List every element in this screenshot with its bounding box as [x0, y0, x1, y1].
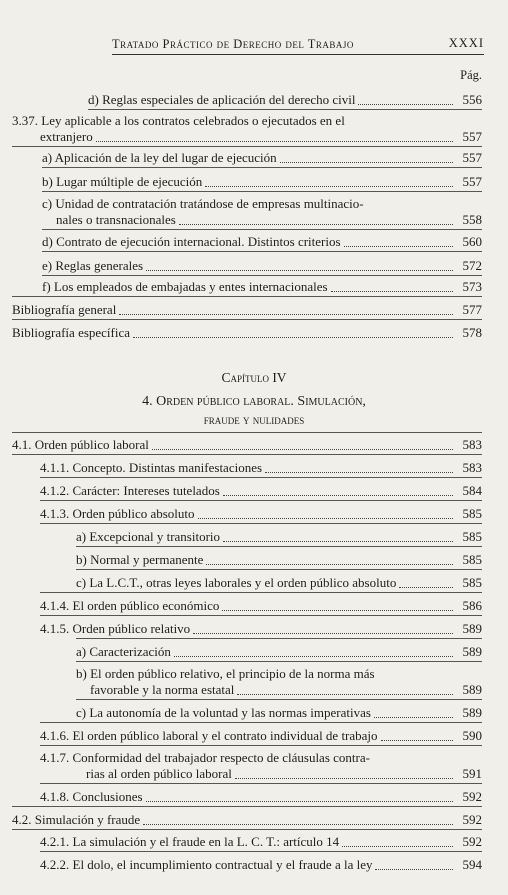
dot-leader: [223, 537, 453, 542]
divider: [40, 477, 482, 478]
toc-entry-text-line1: b) El orden público relativo, el principio de la norma más: [76, 666, 375, 681]
toc-entry: [12, 437, 482, 453]
toc-entry: [40, 598, 482, 614]
toc-entry-text-line1: 4.1.7. Conformidad del trabajador respecto de cláusulas contra-: [40, 750, 370, 765]
dot-leader: [342, 842, 453, 847]
toc-entry-page: 585: [462, 529, 482, 544]
toc-entry-text-line1: 3.37. Ley aplicable a los contratos celebrados o ejecutados en el: [12, 113, 345, 128]
dot-leader: [223, 491, 453, 496]
toc-entry-page: 573: [462, 279, 482, 294]
dot-leader: [206, 560, 453, 565]
toc-entry: [40, 460, 482, 476]
divider: [42, 229, 482, 230]
toc-entry-text: 4.1.5. Orden público relativo: [40, 621, 191, 636]
toc-entry: [40, 506, 482, 522]
divider: [40, 500, 482, 501]
toc-entry-page: 592: [462, 789, 482, 804]
toc-entry-page: 592: [462, 834, 482, 849]
toc-entry-text: 4.2.2. El dolo, el incumplimiento contractual y el fraude a la ley: [40, 857, 373, 872]
divider: [40, 523, 482, 524]
divider: [12, 296, 482, 297]
dot-leader: [198, 514, 453, 519]
toc-entry-page: 590: [462, 728, 482, 743]
toc-entry: [90, 682, 482, 698]
toc-entry-text: d) Reglas especiales de aplicación del derecho civil: [88, 92, 356, 107]
divider: [42, 191, 482, 192]
divider: [12, 454, 482, 455]
dot-leader: [119, 310, 453, 315]
toc-entry-page: 585: [462, 552, 482, 567]
toc-entry: [76, 666, 482, 682]
toc-entry: [42, 150, 482, 166]
toc-entry-page: 557: [462, 129, 482, 144]
toc-entry: [40, 728, 482, 744]
toc-entry-page: 585: [462, 575, 482, 590]
chapter-title-line2: fraude y nulidades: [203, 412, 305, 427]
divider: [76, 661, 482, 662]
divider: [12, 432, 482, 433]
toc-entry-page: 558: [462, 212, 482, 227]
toc-entry-page: 578: [462, 325, 482, 340]
dot-leader: [146, 266, 453, 271]
toc-entry-text: rias al orden público laboral: [86, 766, 232, 781]
toc-entry: [40, 834, 482, 850]
toc-entry-text: Bibliografía general: [12, 302, 117, 317]
divider: [76, 699, 482, 700]
dot-leader: [280, 158, 453, 163]
toc-entry-text-line1: c) Unidad de contratación tratándose de empresas multinacio-: [42, 196, 364, 211]
toc-entry: [40, 129, 482, 145]
toc-entry-text: favorable y la norma estatal: [90, 682, 235, 697]
page-column-label: Pág.: [460, 68, 482, 82]
toc-entry-text: f) Los empleados de embajadas y entes internacionales: [42, 279, 328, 294]
toc-entry: [12, 812, 482, 828]
toc-entry: [40, 750, 482, 766]
toc-entry-page: 577: [462, 302, 482, 317]
toc-entry-page: 556: [462, 92, 482, 107]
toc-entry-text: b) Normal y permanente: [76, 552, 204, 567]
divider: [76, 546, 482, 547]
toc-entry: [40, 789, 482, 805]
divider: [88, 109, 482, 110]
divider: [42, 167, 482, 168]
chapter-label: Capítulo IV: [221, 370, 287, 385]
chapter-heading: [0, 370, 508, 434]
toc-entry: [76, 552, 482, 568]
dot-leader: [146, 797, 453, 802]
dot-leader: [381, 736, 453, 741]
toc-entry: [86, 766, 482, 782]
toc-entry-text: 4.1.8. Conclusiones: [40, 789, 143, 804]
toc-entry-text: Bibliografía específica: [12, 325, 131, 340]
dot-leader: [152, 445, 453, 450]
toc-entry: [40, 857, 482, 873]
divider: [40, 592, 482, 593]
toc-entry-text: 4.1.1. Concepto. Distintas manifestaciones: [40, 460, 263, 475]
divider: [12, 806, 482, 807]
dot-leader: [133, 333, 453, 338]
dot-leader: [222, 606, 453, 611]
dot-leader: [358, 100, 453, 105]
divider: [42, 275, 482, 276]
toc-entry-text: 4.1. Orden público laboral: [12, 437, 149, 452]
toc-entry: [76, 529, 482, 545]
toc-entry-text: extranjero: [40, 129, 93, 144]
toc-entry-text: b) Lugar múltiple de ejecución: [42, 174, 203, 189]
toc-entry-text: c) La autonomía de la voluntad y las normas imperativas: [76, 705, 371, 720]
toc-entry-text: 4.1.2. Carácter: Intereses tutelados: [40, 483, 220, 498]
toc-entry: [42, 234, 482, 250]
toc-entry-page: 585: [462, 506, 482, 521]
toc-entry: [88, 92, 482, 108]
book-title: Tratado Práctico de Derecho del Trabajo: [112, 37, 354, 51]
toc-entry-page: 583: [462, 437, 482, 452]
toc-entry: [12, 325, 482, 341]
divider: [40, 783, 482, 784]
toc-entry-text: d) Contrato de ejecución internacional. Distintos criterios: [42, 234, 341, 249]
dot-leader: [237, 690, 453, 695]
dot-leader: [205, 182, 453, 187]
toc-entry-page: 557: [462, 174, 482, 189]
toc-entry-page: 591: [462, 766, 482, 781]
page-number: XXXI: [448, 36, 484, 50]
toc-entry-text: a) Caracterización: [76, 644, 171, 659]
toc-entry-page: 589: [462, 682, 482, 697]
dot-leader: [179, 220, 453, 225]
dot-leader: [344, 242, 453, 247]
divider: [40, 851, 482, 852]
divider: [76, 569, 482, 570]
toc-entry: [76, 705, 482, 721]
toc-entry: [12, 302, 482, 318]
toc-entry: [42, 196, 482, 212]
toc-entry-text: 4.1.4. El orden público económico: [40, 598, 220, 613]
toc-entry-page: 594: [462, 857, 482, 872]
dot-leader: [265, 468, 453, 473]
divider: [40, 615, 482, 616]
toc-entry-page: 560: [462, 234, 482, 249]
toc-entry: [56, 212, 482, 228]
dot-leader: [375, 865, 453, 870]
running-header: [112, 34, 484, 55]
toc-entry: [76, 644, 482, 660]
toc-entry-page: 586: [462, 598, 482, 613]
toc-entry: [76, 575, 482, 591]
divider: [40, 722, 482, 723]
toc-entry-page: 592: [462, 812, 482, 827]
toc-entry-page: 589: [462, 705, 482, 720]
dot-leader: [374, 713, 453, 718]
toc-entry-page: 589: [462, 621, 482, 636]
toc-entry-text: 4.1.6. El orden público laboral y el contrato individual de trabajo: [40, 728, 378, 743]
toc-entry: [42, 279, 482, 295]
toc-entry-text: e) Reglas generales: [42, 258, 144, 273]
dot-leader: [174, 652, 453, 657]
chapter-title-line1: 4. Orden público laboral. Simulación,: [142, 394, 366, 409]
dot-leader: [235, 774, 453, 779]
toc-entry: [12, 113, 482, 129]
dot-leader: [331, 287, 453, 292]
divider: [76, 638, 482, 639]
toc-entry-page: 584: [462, 483, 482, 498]
divider: [12, 146, 482, 147]
divider: [40, 745, 482, 746]
toc-entry-text: a) Aplicación de la ley del lugar de ejecución: [42, 150, 277, 165]
divider: [12, 319, 482, 320]
dot-leader: [193, 629, 453, 634]
dot-leader: [399, 583, 453, 588]
dot-leader: [96, 137, 453, 142]
toc-entry-page: 589: [462, 644, 482, 659]
toc-entry: [40, 621, 482, 637]
toc-entry-text: c) La L.C.T., otras leyes laborales y el orden público absoluto: [76, 575, 397, 590]
toc-entry: [42, 258, 482, 274]
toc-entry-page: 557: [462, 150, 482, 165]
toc-entry: [40, 483, 482, 499]
toc-entry: [42, 174, 482, 190]
toc-entry-text: 4.2.1. La simulación y el fraude en la L. C. T.: artículo 14: [40, 834, 340, 849]
dot-leader: [143, 820, 453, 825]
toc-entry-page: 572: [462, 258, 482, 273]
divider: [12, 829, 482, 830]
toc-entry-text: 4.2. Simulación y fraude: [12, 812, 141, 827]
toc-entry-page: 583: [462, 460, 482, 475]
divider: [42, 251, 482, 252]
toc-entry-text: nales o transnacionales: [56, 212, 176, 227]
toc-entry-text: a) Excepcional y transitorio: [76, 529, 221, 544]
toc-entry-text: 4.1.3. Orden público absoluto: [40, 506, 195, 521]
